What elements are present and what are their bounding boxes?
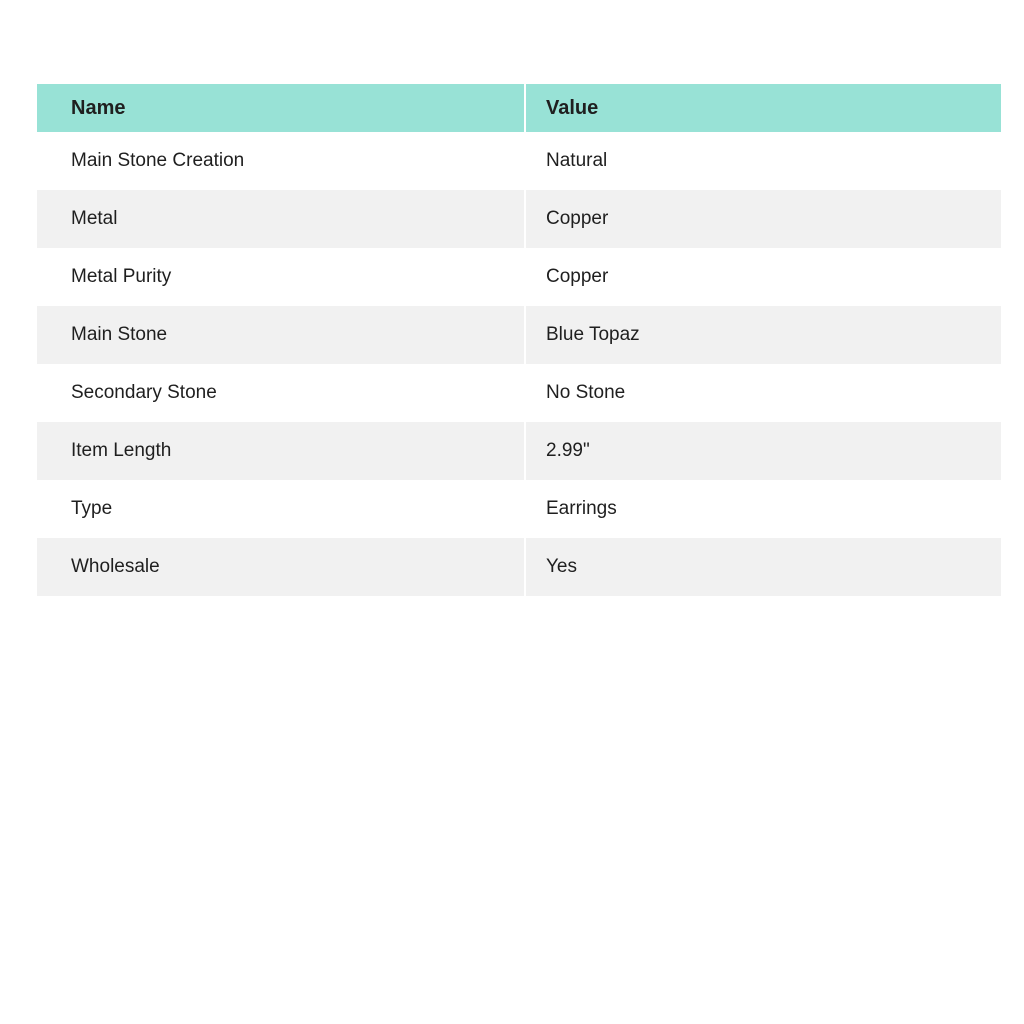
table-row: [37, 190, 1001, 248]
table-row: [37, 422, 1001, 480]
attribute-value-cell: Earrings: [525, 480, 1001, 538]
attribute-name-cell: Type: [37, 480, 525, 538]
table-row: [37, 480, 1001, 538]
header-cell-name: Name: [37, 84, 525, 132]
attribute-name-cell: Wholesale: [37, 538, 525, 596]
attribute-value-cell: No Stone: [525, 364, 1001, 422]
attribute-value-cell: Copper: [525, 190, 1001, 248]
table-row: [37, 132, 1001, 190]
attribute-value-cell: Blue Topaz: [525, 306, 1001, 364]
attribute-value-cell: Copper: [525, 248, 1001, 306]
attribute-name-cell: Main Stone: [37, 306, 525, 364]
attribute-value-cell: 2.99": [525, 422, 1001, 480]
attribute-name-cell: Metal Purity: [37, 248, 525, 306]
attribute-name-cell: Metal: [37, 190, 525, 248]
table-row: [37, 306, 1001, 364]
table-row: [37, 538, 1001, 596]
header-cell-value: Value: [525, 84, 1001, 132]
table-row: [37, 248, 1001, 306]
attribute-name-cell: Main Stone Creation: [37, 132, 525, 190]
attribute-name-cell: Item Length: [37, 422, 525, 480]
attribute-value-cell: Natural: [525, 132, 1001, 190]
table-header-row: [37, 84, 1001, 132]
product-attributes-table: [37, 84, 1001, 596]
attribute-value-cell: Yes: [525, 538, 1001, 596]
table-row: [37, 364, 1001, 422]
attribute-name-cell: Secondary Stone: [37, 364, 525, 422]
